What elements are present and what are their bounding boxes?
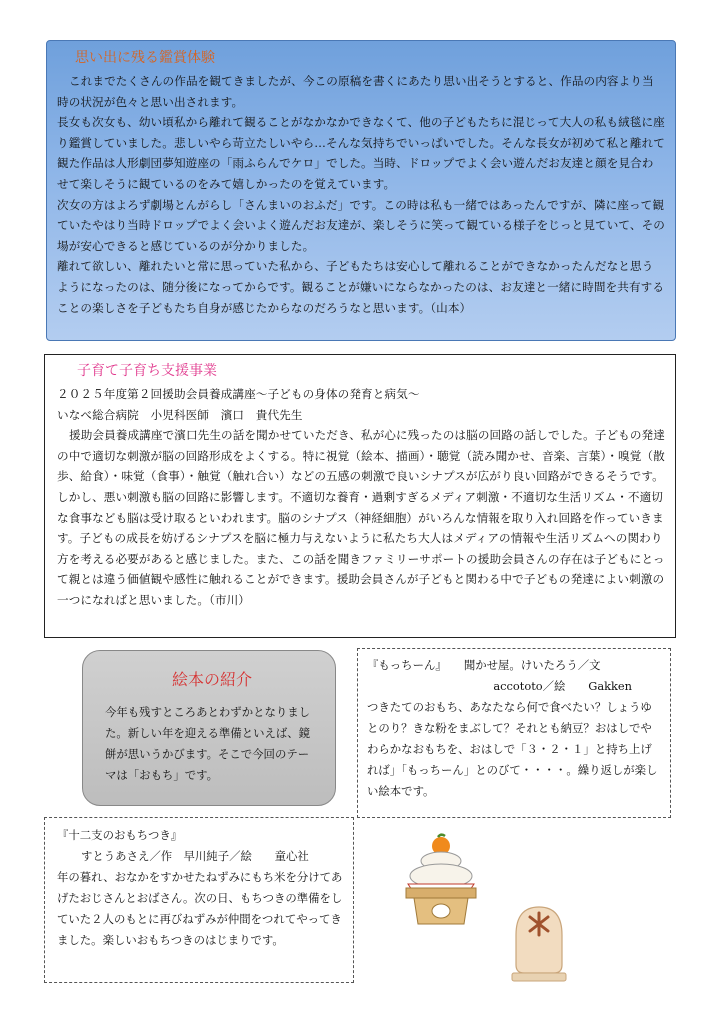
memories-title: 思い出に残る鑑賞体験 [75, 50, 215, 66]
memories-paragraph-1: これまでたくさんの作品を観てきましたが、今この原稿を書くにあたり思い出そうとすると、作品の内容より当時の状況が色々と思い出されます。 [57, 74, 654, 109]
book-motchiin-title: 『もっちーん』 聞かせ屋。けいたろう／文 [367, 658, 601, 672]
memories-paragraph-4: 離れて欲しい、離れたいと常に思っていた私から、子どもたちは安心して離れることができなかったんだなと思うようになったのは、随分後になってからです。観ることが嫌いにならなかったのは、お友達と一緒に時間を共有することの楽しさを子どもたち自身が感じたからなのだろうなと思います。（山本） [57, 259, 665, 315]
book-motchiin-box [357, 648, 671, 818]
grilled-mochi-icon [508, 903, 570, 985]
book-juunishi-title: 『十二支のおもちつき』 [57, 828, 183, 842]
book-juunishi-box [44, 817, 354, 983]
book-motchiin-description: つきたてのおもち、あなたなら何で食べたい？しょうゆとのり？きな粉をまぶして？それとも納豆？おはしでやわらかなおもちを、おはしで「３・２・１」と持ち上げれば」「もっちーん」とのびて・・・・。繰り返しが楽しい絵本です。 [367, 700, 658, 798]
kagami-mochi-icon [398, 832, 484, 928]
support-title: 子育て子育ち支援事業 [77, 363, 217, 379]
book-intro-title: 絵本の紹介 [171, 670, 252, 689]
memories-paragraph-2: 長女も次女も、幼い頃私から離れて観ることがなかなかできなくて、他の子どもたちに混じって大人の私も絨毯に座り鑑賞していました。悲しいやら苛立たしいやら…そんな気持ちでいっぱいでした。そんな長女が初めて私と離れて観た作品は人形劇団夢知遊座の「雨ふらんでケロ」でした。当時、ドロップでよく会い遊んだお友達と顔を見合わせて楽しそうに観ているのをみて嬉しかったのを覚えています。 [57, 115, 665, 191]
book-motchiin-credit: accototo／絵 Gakken [493, 679, 632, 693]
support-section [44, 354, 676, 638]
book-intro-panel [82, 650, 336, 806]
support-body: 援助会員養成講座で濱口先生の話を聞かせていただき、私が心に残ったのは脳の回路の話しでした。子どもの発達の中で適切な刺激が脳の回路形成をよくする。特に視覚（絵本、描画）・聴覚（読み聞かせ、音楽、言葉）・嗅覚（散歩、給食）・味覚（食事）・触覚（触れ合い）などの五感の刺激で良いシナプスが広がり良い回路ができるそうです。しかし、悪い刺激も脳の回路に影響します。不適切な養育・過剰すぎるメディア刺激・不適切な生活リズム・不適切な食事なども脳は受け取るといわれます。脳のシナプス（神経細胞）がいろんな情報を取り入れ回路を作っていきます。子どもの成長を妨げるシナプスを脳に極力与えないように私たち大人はメディアの情報や生活リズムへの関わり方を考える必要があると感じました。また、この話を聞きファミリーサポートの援助会員さんの存在は子どもにとって親とは違う価値観や感性に触れることができます。援助会員さんが子どもと関わる中で子どもの発達によい刺激の一つになればと思いました。（市川） [57, 428, 665, 607]
support-speaker: いなべ総合病院 小児科医師 濱口 貴代先生 [57, 407, 303, 422]
book-juunishi-credit: すとうあさえ／作 早川純子／絵 童心社 [81, 849, 309, 863]
memories-paragraph-3: 次女の方はよろず劇場とんがらし「さんまいのおふだ」です。この時は私も一緒ではあったんですが、隣に座って観ていたやはり当時ドロップでよく会いよく遊んだお友達が、楽しそうに笑って観ている様子をじっと見ていて、その場が安心できると感じているのが分かりました。 [57, 197, 665, 253]
support-lecture-title: ２０２５年度第２回援助会員養成講座～子どもの身体の発育と病気～ [57, 387, 420, 401]
book-intro-text: 今年も残すところあとわずかとなりました。新しい年を迎える準備といえば、鏡餅が思いうかびます。そこで今回のテーマは「おもち」です。 [105, 705, 311, 782]
memories-section [46, 40, 676, 341]
book-juunishi-description: 年の暮れ、おなかをすかせたねずみにもち米を分けてあげたおじさんとおばさん。次の日、もちつきの準備をしていた２人のもとに再びねずみが仲間をつれてやってきました。楽しいおもちつきのはじまりです。 [57, 870, 343, 947]
